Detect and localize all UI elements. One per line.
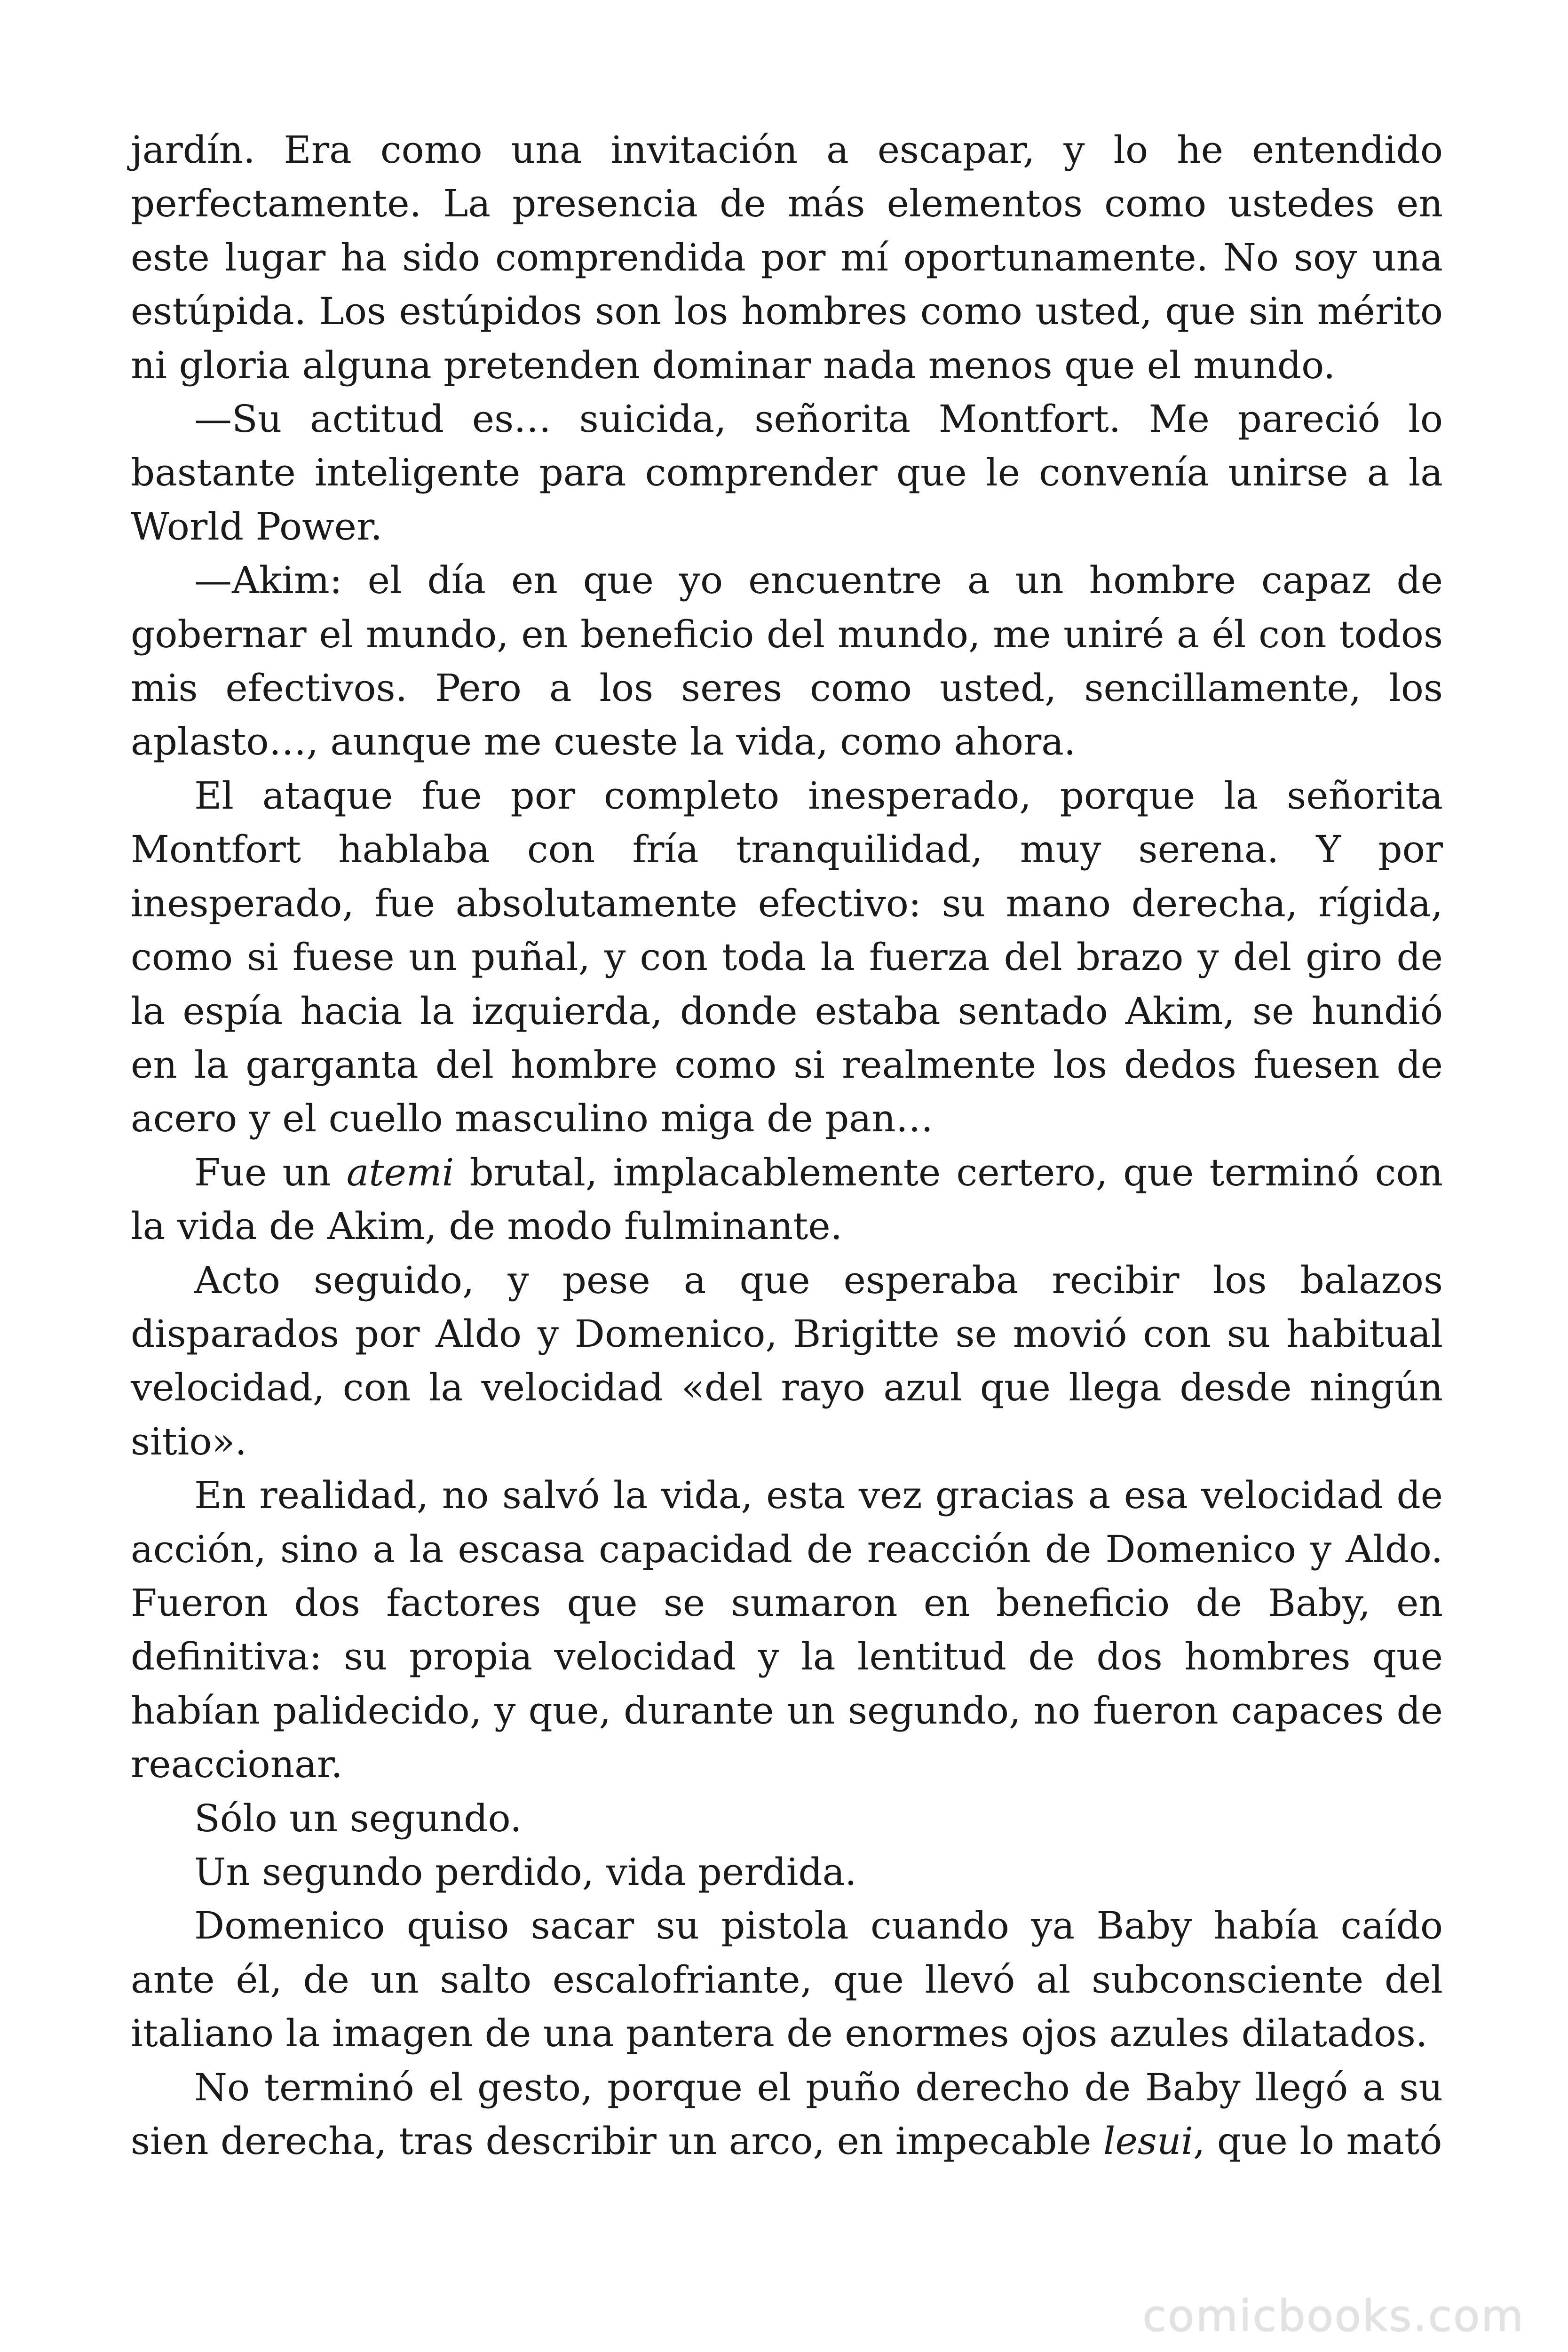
paragraph: [131, 1469, 1443, 1791]
text-run: brutal, implacablemente certero, que terminó con la vida de Akim, de modo fulminante.: [131, 1150, 1443, 1248]
italic-term: lesui: [1103, 2119, 1193, 2163]
paragraph: [131, 1792, 1443, 1845]
body-text: [131, 123, 1443, 2168]
paragraph: [131, 1899, 1443, 2060]
text-run: El ataque fue por completo inesperado, porque la señorita Montfort hablaba con fría tranquilidad, muy serena. Y por inesperado, fue absolutamente efectivo: su mano derecha, rígida, como si fuese un puñal, y con toda la fuerza del brazo y del giro de la espía hacia la izquierda, donde estaba sentado Akim, se hundió en la garganta del hombre como si realmente los dedos fuesen de acero y el cuello masculino miga de pan…: [131, 773, 1443, 1141]
text-run: —Su actitud es… suicida, señorita Montfort. Me pareció lo bastante inteligente para comprender que le convenía unirse a la World Power.: [131, 397, 1443, 548]
paragraph: [131, 1845, 1443, 1899]
paragraph: [131, 554, 1443, 769]
text-run: Domenico quiso sacar su pistola cuando ya Baby había caído ante él, de un salto escalofriante, que llevó al subconsciente del italiano la imagen de una pantera de enormes ojos azules dilatados.: [131, 1904, 1443, 2056]
paragraph: [131, 2061, 1443, 2169]
text-run: Fue un: [194, 1150, 347, 1194]
paragraph: [131, 392, 1443, 554]
text-run: Acto seguido, y pese a que esperaba recibir los balazos disparados por Aldo y Domenico, Brigitte se movió con su habitual velocidad, con la velocidad «del rayo azul que llega desde ningún sitio».: [131, 1258, 1443, 1463]
text-run: No terminó el gesto, porque el puño derecho de Baby llegó a su sien derecha, tras describir un arco, en impecable: [131, 2065, 1443, 2163]
text-run: —Akim: el día en que yo encuentre a un hombre capaz de gobernar el mundo, en beneficio del mundo, me uniré a él con todos mis efectivos. Pero a los seres como usted, sencillamente, los aplasto…, aunque me cueste la vida, como ahora.: [131, 558, 1443, 764]
paragraph: [131, 1254, 1443, 1469]
text-run: , que lo mató: [1193, 2119, 1442, 2163]
paragraph: [131, 1146, 1443, 1254]
paragraph: [131, 769, 1443, 1146]
watermark: comicbooks.com: [1142, 2291, 1525, 2341]
text-run: Un segundo perdido, vida perdida.: [194, 1850, 857, 1894]
italic-term: atemi: [346, 1150, 454, 1194]
text-run: jardín. Era como una invitación a escapar, y lo he entendido perfectamente. La presencia de más elementos como ustedes en este lugar ha sido comprendida por mí oportunamente. No soy una estúpida. Los estúpidos son los hombres como usted, que sin mérito ni gloria alguna pretenden dominar nada menos que el mundo.: [131, 128, 1443, 387]
text-run: Sólo un segundo.: [194, 1796, 522, 1840]
paragraph: [131, 123, 1443, 392]
text-run: En realidad, no salvó la vida, esta vez gracias a esa velocidad de acción, sino a la escasa capacidad de reacción de Domenico y Aldo. Fueron dos factores que se sumaron en beneficio de Baby, en definitiva: su propia velocidad y la lentitud de dos hombres que habían palidecido, y que, durante un segundo, no fueron capaces de reaccionar.: [131, 1473, 1443, 1787]
